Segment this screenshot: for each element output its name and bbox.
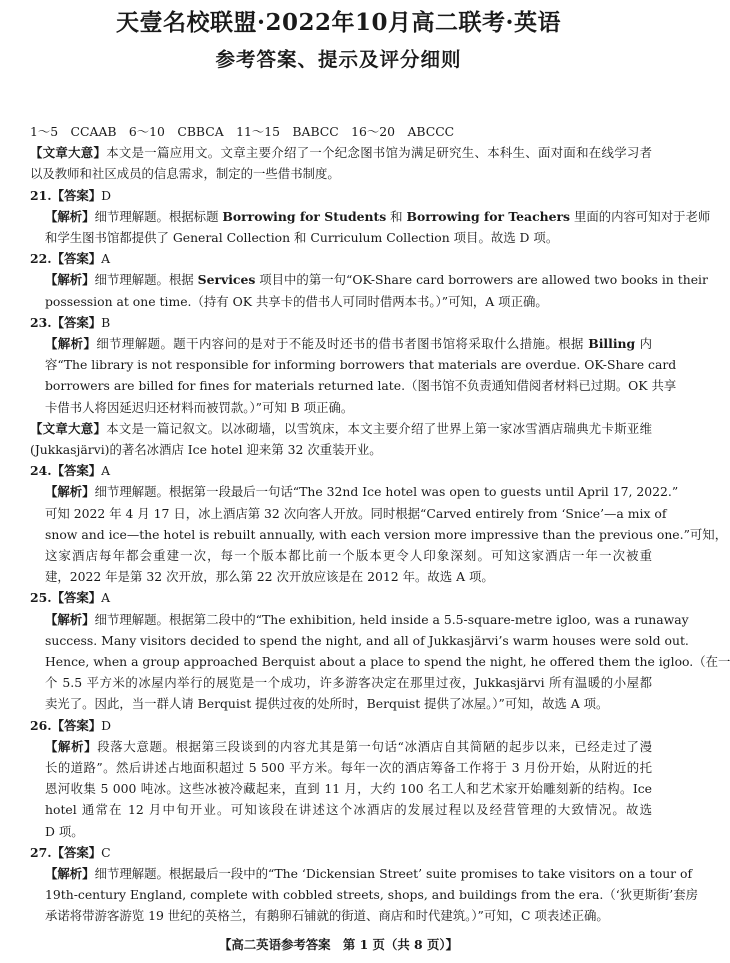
explanation-text: 建，2022 年是第 32 次开放，那么第 22 次开放应该是在 2012 年。故选 A 项。 <box>45 569 494 585</box>
explanation-text: hotel 通常在 12 月中旬开业。可知该段在讲述这个冰酒店的发展过程以及经营管理的大致情况。故选 <box>45 802 652 818</box>
explanation-line <box>45 611 689 628</box>
explanation-text: snow and ice—the hotel is rebuilt annually, with each version more impressive than the previous one.”可知， <box>45 526 728 542</box>
explanation-text: 19th-century England, complete with cobbled streets, shops, and buildings from the era.（‘狄更斯街’套房 <box>45 887 698 903</box>
explanation-line <box>45 505 667 522</box>
summary-text: 以及教师和社区成员的信息需求，制定的一些借书制度。 <box>30 166 340 182</box>
page-subtitle: 参考答案、提示及评分细则 <box>215 48 462 71</box>
answer-tag: 【答案】 <box>51 590 102 606</box>
answer-tag: 【答案】 <box>51 463 102 479</box>
explanation-line <box>45 526 728 543</box>
explanation-text: 和学生图书馆都提供了 General Collection 和 Curriculum Collection 项目。故选 D 项。 <box>45 230 559 245</box>
question-number: 23. <box>30 314 52 330</box>
answer-letter: A <box>101 251 111 267</box>
explanation-line <box>45 548 652 564</box>
summary-text: 本文是一篇记叙文。以冰砌墙，以雪筑床，本文主要介绍了世界上第一家冰雪酒店瑞典尤卡斯亚维 <box>106 420 653 436</box>
answer-line <box>30 251 652 267</box>
explanation-text: 卖光了。因此，当一群人请 Berquist 提供过夜的处所时，Berquist 提供了冰屋。）”可知，故选 A 项。 <box>45 696 609 712</box>
explanation-line <box>45 866 693 882</box>
explanation-text: 承诺将带游客游览 19 世纪的英格兰，有鹅卵石铺就的街道、商店和时代建筑。）”可知，C 项表述正确。 <box>45 908 609 924</box>
explanation-text: 和 <box>386 208 407 224</box>
explanation-line <box>45 294 652 310</box>
explanation-text: 卡借书人将因延迟归还材料而被罚款。）”可知 B 项正确。 <box>45 399 354 415</box>
explanation-text: 可知 2022 年 4 月 17 日，冰上酒店第 32 次向客人开放。同时根据“Carved entirely from ‘Snice’—a mix of <box>45 505 667 521</box>
explanation-line <box>45 400 652 416</box>
question-number: 26. <box>30 717 52 733</box>
explanation-text: 恩河收集 5 000 吨冰。这些冰被冷藏起来，直到 11 月，大约 100 名工人和艺术家开始雕刻新的结构。Ice <box>45 781 652 797</box>
explanation-line <box>45 760 652 776</box>
answer-line <box>30 718 652 734</box>
answer-letter: D <box>101 717 112 733</box>
explanation-line <box>45 696 652 712</box>
explanation-text: Hence, when a group approached Berquist about a place to spend the night, he offered them the igloo.（在一 <box>45 654 730 669</box>
summary-tag: 【文章大意】 <box>30 145 107 161</box>
answer-tag: 【答案】 <box>51 844 102 860</box>
explanation-text: 细节理解题。根据标题 <box>94 208 223 224</box>
question-number: 24. <box>30 463 52 479</box>
explanation-line <box>45 484 679 500</box>
question-number: 21. <box>30 187 52 203</box>
explanation-bold-text: Borrowing for Teachers <box>406 208 571 224</box>
answer-line <box>30 590 652 606</box>
question-number: 27. <box>30 844 52 860</box>
explanation-text: 细节理解题。根据最后一段中的“The ‘Dickensian Street’ suite promises to take visitors on a tour of <box>94 866 693 881</box>
summary-tag: 【文章大意】 <box>30 420 107 436</box>
explanation-text: 长的道路”。然后讲述占地面积超过 5 500 平方米。每年一次的酒店筹备工作将于 3 月份开始，从附近的托 <box>45 760 652 775</box>
explanation-line <box>45 272 708 288</box>
answer-letter: B <box>101 314 111 330</box>
answers-summary-text: 1～5 CCAAB 6～10 CBBCA 11～15 BABCC 16～20 ABCCC <box>30 124 455 139</box>
answer-tag: 【答案】 <box>51 314 102 330</box>
summary-line <box>30 442 652 458</box>
explanation-text: 容“The library is not responsible for informing borrowers that materials are overdue. OK-Share card <box>45 357 677 373</box>
answer-letter: A <box>101 590 111 606</box>
explanation-bold-text: Services <box>197 272 256 288</box>
explanation-line <box>45 824 652 840</box>
explanation-text: 细节理解题。根据 <box>94 272 198 288</box>
page-footer: 【高二英语参考答案 第 1 页（共 8 页）】 <box>219 937 458 952</box>
question-number: 25. <box>30 590 52 606</box>
explanation-line <box>45 378 677 394</box>
explanation-text: success. Many visitors decided to spend the night, and all of Jukkasjärvi’s warm houses were sold out. <box>45 632 689 648</box>
explanation-text: 细节理解题。题干内容问的是对于不能及时还书的借书者图书馆将采取什么措施。根据 <box>96 336 589 351</box>
explanation-text: 里面的内容可知对于老师 <box>570 208 711 224</box>
explanation-tag: 【解析】 <box>45 484 95 500</box>
explanation-text: D 项。 <box>45 823 84 839</box>
explanation-text: 内 <box>635 336 652 351</box>
question-number: 22. <box>30 251 52 267</box>
explanation-tag: 【解析】 <box>45 866 95 881</box>
explanation-line <box>45 802 652 818</box>
explanation-line <box>45 887 698 903</box>
answer-letter: A <box>101 463 111 479</box>
explanation-line <box>45 739 652 755</box>
explanation-tag: 【解析】 <box>45 738 98 754</box>
explanation-line <box>45 675 652 691</box>
answer-line <box>30 463 652 479</box>
summary-line <box>30 166 652 182</box>
explanation-line <box>45 632 689 649</box>
answer-line <box>30 315 652 331</box>
page-title: 天壹名校联盟·2022年10月高二联考·英语 <box>115 9 562 36</box>
explanation-line <box>45 569 652 585</box>
explanation-line <box>45 208 711 225</box>
answer-tag: 【答案】 <box>51 187 102 203</box>
explanation-text: 细节理解题。根据第二段中的“The exhibition, held inside a 5.5-square-metre igloo, was a runaway <box>94 611 689 627</box>
answer-letter: D <box>101 187 112 203</box>
explanation-tag: 【解析】 <box>45 272 95 288</box>
answer-line <box>30 845 652 861</box>
answer-line <box>30 188 652 204</box>
explanation-tag: 【解析】 <box>45 208 95 224</box>
explanation-line <box>45 336 652 352</box>
answers-summary-row <box>30 124 652 140</box>
explanation-bold-text: Billing <box>588 336 636 351</box>
explanation-text: 细节理解题。根据第一段最后一句话“The 32nd Ice hotel was open to guests until April 17, 2022.” <box>94 484 679 500</box>
answer-tag: 【答案】 <box>51 251 102 267</box>
answer-letter: C <box>101 844 111 860</box>
explanation-text: 项目中的第一句“OK-Share card borrowers are allowed two books in their <box>255 272 708 288</box>
explanation-line <box>45 781 652 797</box>
summary-line <box>30 145 652 161</box>
summary-text: (Jukkasjärvi)的著名冰酒店 Ice hotel 迎来第 32 次重装开业。 <box>30 442 382 457</box>
explanation-tag: 【解析】 <box>45 336 97 351</box>
explanation-text: 这家酒店每年都会重建一次，每一个版本都比前一个版本更令人印象深刻。可知这家酒店一年一次被重 <box>45 548 652 563</box>
explanation-text: 个 5.5 平方米的冰屋内举行的展览是一个成功，许多游客决定在那里过夜，Jukkasjärvi 所有温暖的小屋都 <box>45 675 652 691</box>
explanation-bold-text: Borrowing for Students <box>222 208 387 224</box>
explanation-line <box>45 230 652 246</box>
explanation-text: possession at one time.（持有 OK 共享卡的借书人可同时借两本书。）”可知，A 项正确。 <box>45 293 548 309</box>
answer-tag: 【答案】 <box>51 717 102 733</box>
summary-line <box>30 421 652 437</box>
explanation-line <box>45 908 652 924</box>
summary-text: 本文是一篇应用文。文章主要介绍了一个纪念图书馆为满足研究生、本科生、面对面和在线学习者 <box>106 145 653 161</box>
explanation-line <box>45 654 730 670</box>
explanation-tag: 【解析】 <box>45 611 95 627</box>
explanation-text: borrowers are billed for fines for materials returned late.（图书馆不负责通知借阅者材料已过期。OK 共享 <box>45 378 677 394</box>
explanation-text: 段落大意题。根据第三段谈到的内容尤其是第一句话“冰酒店自其简陋的起步以来，已经走过了漫 <box>97 738 652 754</box>
explanation-line <box>45 357 677 373</box>
